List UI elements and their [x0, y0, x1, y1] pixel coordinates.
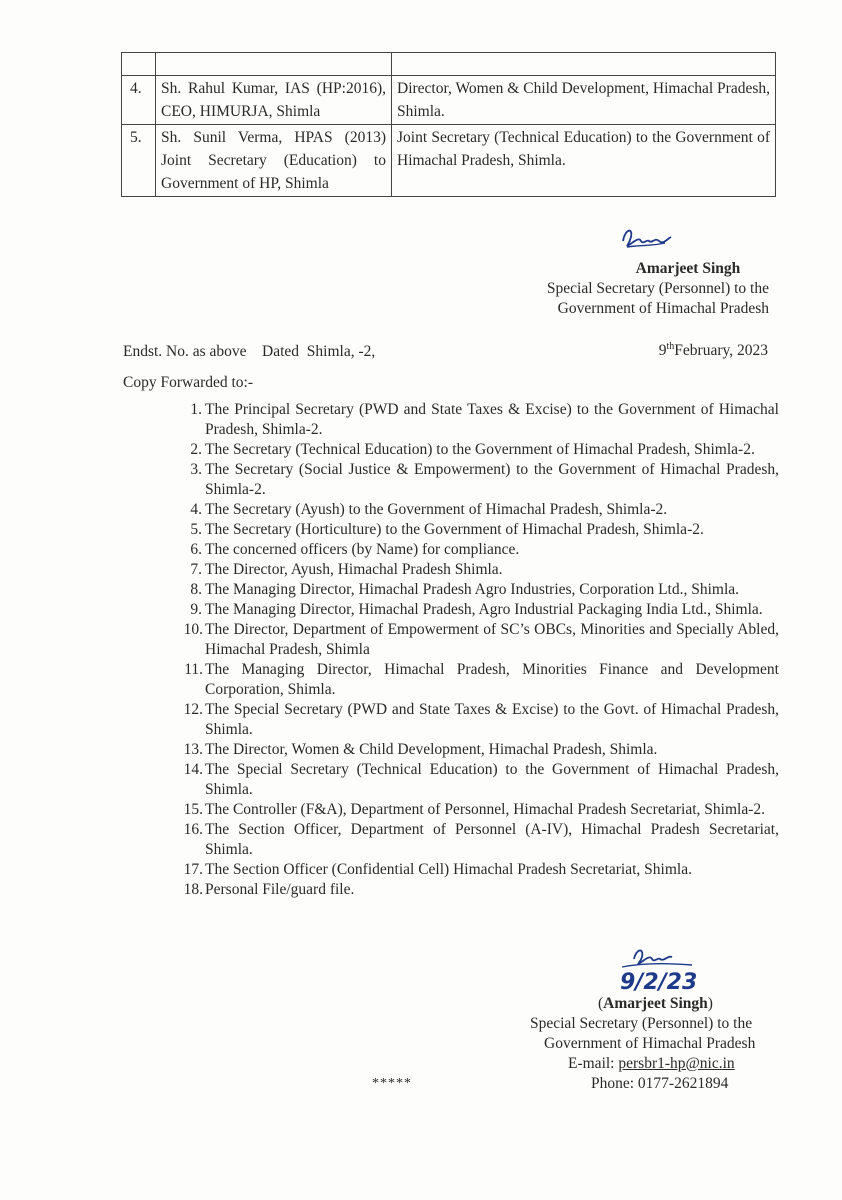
list-item: 14. The Special Secretary (Technical Education) to the Government of Himachal Pradesh, Shimla.	[183, 761, 779, 798]
list-item: 1. The Principal Secretary (PWD and State Taxes & Excise) to the Government of Himachal Pradesh, Shimla-2.	[190, 401, 779, 438]
list-item: 15. The Controller (F&A), Department of Personnel, Himachal Pradesh Secretariat, Shimla-2.	[183, 801, 765, 818]
list-item: 4. The Secretary (Ayush) to the Government of Himachal Pradesh, Shimla-2.	[190, 501, 668, 518]
signatory-designation: Special Secretary (Personnel) to the	[530, 1015, 753, 1032]
signature-block-2	[530, 945, 790, 1094]
list-item: 6. The concerned officers (by Name) for compliance.	[190, 541, 520, 558]
list-item: 18. Personal File/guard file.	[183, 881, 355, 898]
recipient-list	[157, 400, 779, 900]
signatory-name: (Amarjeet Singh)	[598, 995, 713, 1012]
officer-name: Sh. Sunil Verma, HPAS (2013) Joint Secretary (Education) to Government of HP, Shimla	[156, 125, 392, 197]
list-item: 10. The Director, Department of Empowerment of SC’s OBCs, Minorities and Specially Abled, Himachal Pradesh, Shimla	[183, 621, 779, 658]
list-item: 9. The Managing Director, Himachal Pradesh, Agro Industrial Packaging India Ltd., Shimla.	[190, 601, 763, 618]
signatory-government: Government of Himachal Pradesh	[544, 1035, 756, 1052]
endorsement-date: 9thFebruary, 2023	[658, 341, 768, 360]
signature-block-1	[547, 225, 769, 319]
new-posting: Joint Secretary (Technical Education) to the Government of Himachal Pradesh, Shimla.	[392, 125, 776, 197]
list-item: 12. The Special Secretary (PWD and State Taxes & Excise) to the Govt. of Himachal Pradesh, Shimla.	[183, 701, 779, 738]
copy-forwarded-heading: Copy Forwarded to:-	[123, 374, 254, 391]
signatory-government: Government of Himachal Pradesh	[557, 300, 769, 317]
signatory-designation: Special Secretary (Personnel) to the	[546, 280, 769, 297]
postings-table	[121, 52, 776, 197]
endorsement-number: Endst. No. as above Dated Shimla, -2,	[123, 343, 376, 360]
list-item: 3. The Secretary (Social Justice & Empowerment) to the Government of Himachal Pradesh, Shimla-2.	[190, 461, 779, 498]
email-link[interactable]: persbr1-hp@nic.in	[618, 1055, 735, 1072]
row-number: 5.	[122, 125, 156, 197]
list-item: 7. The Director, Ayush, Himachal Pradesh Shimla.	[190, 561, 503, 578]
row-number: 4.	[122, 76, 156, 125]
list-item: 8. The Managing Director, Himachal Pradesh Agro Industries, Corporation Ltd., Shimla.	[190, 581, 740, 598]
new-posting: Director, Women & Child Development, Himachal Pradesh, Shimla.	[392, 76, 776, 125]
officer-name: Sh. Rahul Kumar, IAS (HP:2016), CEO, HIMURJA, Shimla	[156, 76, 392, 125]
signature-mark	[612, 945, 704, 997]
list-item: 16. The Section Officer, Department of Personnel (A-IV), Himachal Pradesh Secretariat, Shimla.	[183, 821, 779, 858]
signatory-name: Amarjeet Singh	[635, 260, 741, 277]
handwritten-date: 9/2/23	[620, 970, 698, 995]
list-item: 11. The Managing Director, Himachal Pradesh, Minorities Finance and Development Corporation, Shimla.	[184, 661, 779, 698]
list-item: 2. The Secretary (Technical Education) to the Government of Himachal Pradesh, Shimla-2.	[190, 441, 755, 458]
list-item: 17. The Section Officer (Confidential Cell) Himachal Pradesh Secretariat, Shimla.	[183, 861, 692, 878]
list-item: 13. The Director, Women & Child Development, Himachal Pradesh, Shimla.	[183, 741, 658, 758]
list-item: 5. The Secretary (Horticulture) to the Government of Himachal Pradesh, Shimla-2.	[190, 521, 704, 538]
table-row	[122, 53, 776, 76]
table-row	[122, 125, 776, 197]
signatory-phone: Phone: 0177-2621894	[591, 1075, 729, 1092]
signature-mark	[619, 223, 675, 253]
table-row	[122, 76, 776, 125]
end-of-document-mark: *****	[372, 1076, 412, 1091]
signatory-email: E-mail: persbr1-hp@nic.in	[568, 1055, 735, 1072]
